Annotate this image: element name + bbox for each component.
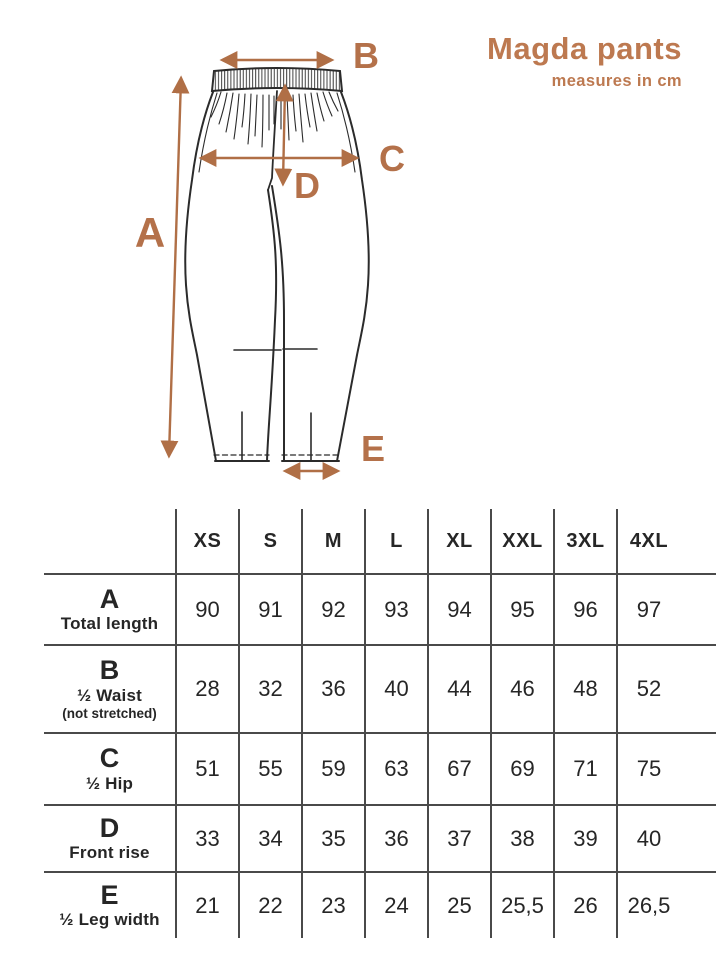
value-cell: 39 [554, 805, 617, 872]
value-cell: 22 [239, 872, 302, 938]
value-cell: 24 [365, 872, 428, 938]
measure-label-cell [44, 805, 176, 872]
page-subtitle: measures in cm [551, 72, 682, 91]
value-cell: 40 [365, 645, 428, 733]
size-header-s: S [239, 509, 302, 574]
value-cell: 21 [176, 872, 239, 938]
measure-label-e: E [360, 428, 386, 469]
measure-name: ½ Waist [76, 685, 142, 705]
value-cell: 69 [491, 733, 554, 805]
value-cell: 34 [239, 805, 302, 872]
value-cell: 25 [428, 872, 491, 938]
value-cell: 25,5 [491, 872, 554, 938]
measure-name: ½ Leg width [59, 910, 160, 930]
row-spacer-cell [680, 645, 716, 733]
measure-letter: E [100, 879, 119, 910]
size-table [44, 509, 716, 938]
value-cell: 55 [239, 733, 302, 805]
measure-label-cell [44, 645, 176, 733]
measure-letter: C [99, 743, 120, 774]
value-cell: 26 [554, 872, 617, 938]
value-cell: 94 [428, 574, 491, 645]
value-cell: 46 [491, 645, 554, 733]
value-cell: 33 [176, 805, 239, 872]
measure-note: (not stretched) [62, 706, 157, 722]
size-header-xxl: XXL [491, 509, 554, 574]
value-cell: 75 [617, 733, 680, 805]
measure-label-cell [44, 733, 176, 805]
value-cell: 59 [302, 733, 365, 805]
table-row-half-hip [44, 733, 716, 805]
measure-name: Total length [60, 614, 159, 634]
table-header-row [44, 509, 716, 574]
value-cell: 67 [428, 733, 491, 805]
header-empty-cell [44, 509, 176, 574]
measure-name: Front rise [69, 843, 150, 863]
size-header-m: M [302, 509, 365, 574]
value-cell: 90 [176, 574, 239, 645]
pants-outline [185, 91, 369, 461]
value-cell: 36 [302, 645, 365, 733]
title-block [487, 32, 682, 91]
value-cell: 97 [617, 574, 680, 645]
measure-name: ½ Hip [85, 773, 134, 793]
measure-label-cell [44, 872, 176, 938]
value-cell: 52 [617, 645, 680, 733]
value-cell: 71 [554, 733, 617, 805]
page-title: Magda pants [487, 31, 682, 66]
header-spacer-cell [680, 509, 716, 574]
value-cell: 91 [239, 574, 302, 645]
table-row-half-leg-width [44, 872, 716, 938]
size-header-3xl: 3XL [554, 509, 617, 574]
value-cell: 36 [365, 805, 428, 872]
row-spacer-cell [680, 574, 716, 645]
value-cell: 32 [239, 645, 302, 733]
size-header-4xl: 4XL [617, 509, 680, 574]
value-cell: 44 [428, 645, 491, 733]
size-header-xs: XS [176, 509, 239, 574]
measure-letter: D [99, 812, 120, 843]
waistband [212, 68, 342, 91]
measure-label-a: A [134, 209, 166, 256]
value-cell: 95 [491, 574, 554, 645]
size-header-l: L [365, 509, 428, 574]
measure-label-c: C [379, 138, 405, 179]
measure-arrow-a [169, 79, 181, 455]
measure-arrow-d [283, 87, 285, 183]
row-spacer-cell [680, 805, 716, 872]
measure-letter: B [99, 655, 120, 686]
value-cell: 93 [365, 574, 428, 645]
value-cell: 35 [302, 805, 365, 872]
measure-label-b: B [353, 35, 379, 76]
value-cell: 23 [302, 872, 365, 938]
value-cell: 38 [491, 805, 554, 872]
value-cell: 28 [176, 645, 239, 733]
value-cell: 92 [302, 574, 365, 645]
value-cell: 96 [554, 574, 617, 645]
table-row-front-rise [44, 805, 716, 872]
measure-label-cell [44, 574, 176, 645]
measure-label-d: D [294, 165, 320, 206]
table-row-half-waist [44, 645, 716, 733]
size-header-xl: XL [428, 509, 491, 574]
table-row-total-length [44, 574, 716, 645]
value-cell: 40 [617, 805, 680, 872]
measure-letter: A [99, 583, 120, 614]
row-spacer-cell [680, 733, 716, 805]
value-cell: 63 [365, 733, 428, 805]
value-cell: 51 [176, 733, 239, 805]
row-spacer-cell [680, 872, 716, 938]
value-cell: 48 [554, 645, 617, 733]
value-cell: 26,5 [617, 872, 680, 938]
value-cell: 37 [428, 805, 491, 872]
